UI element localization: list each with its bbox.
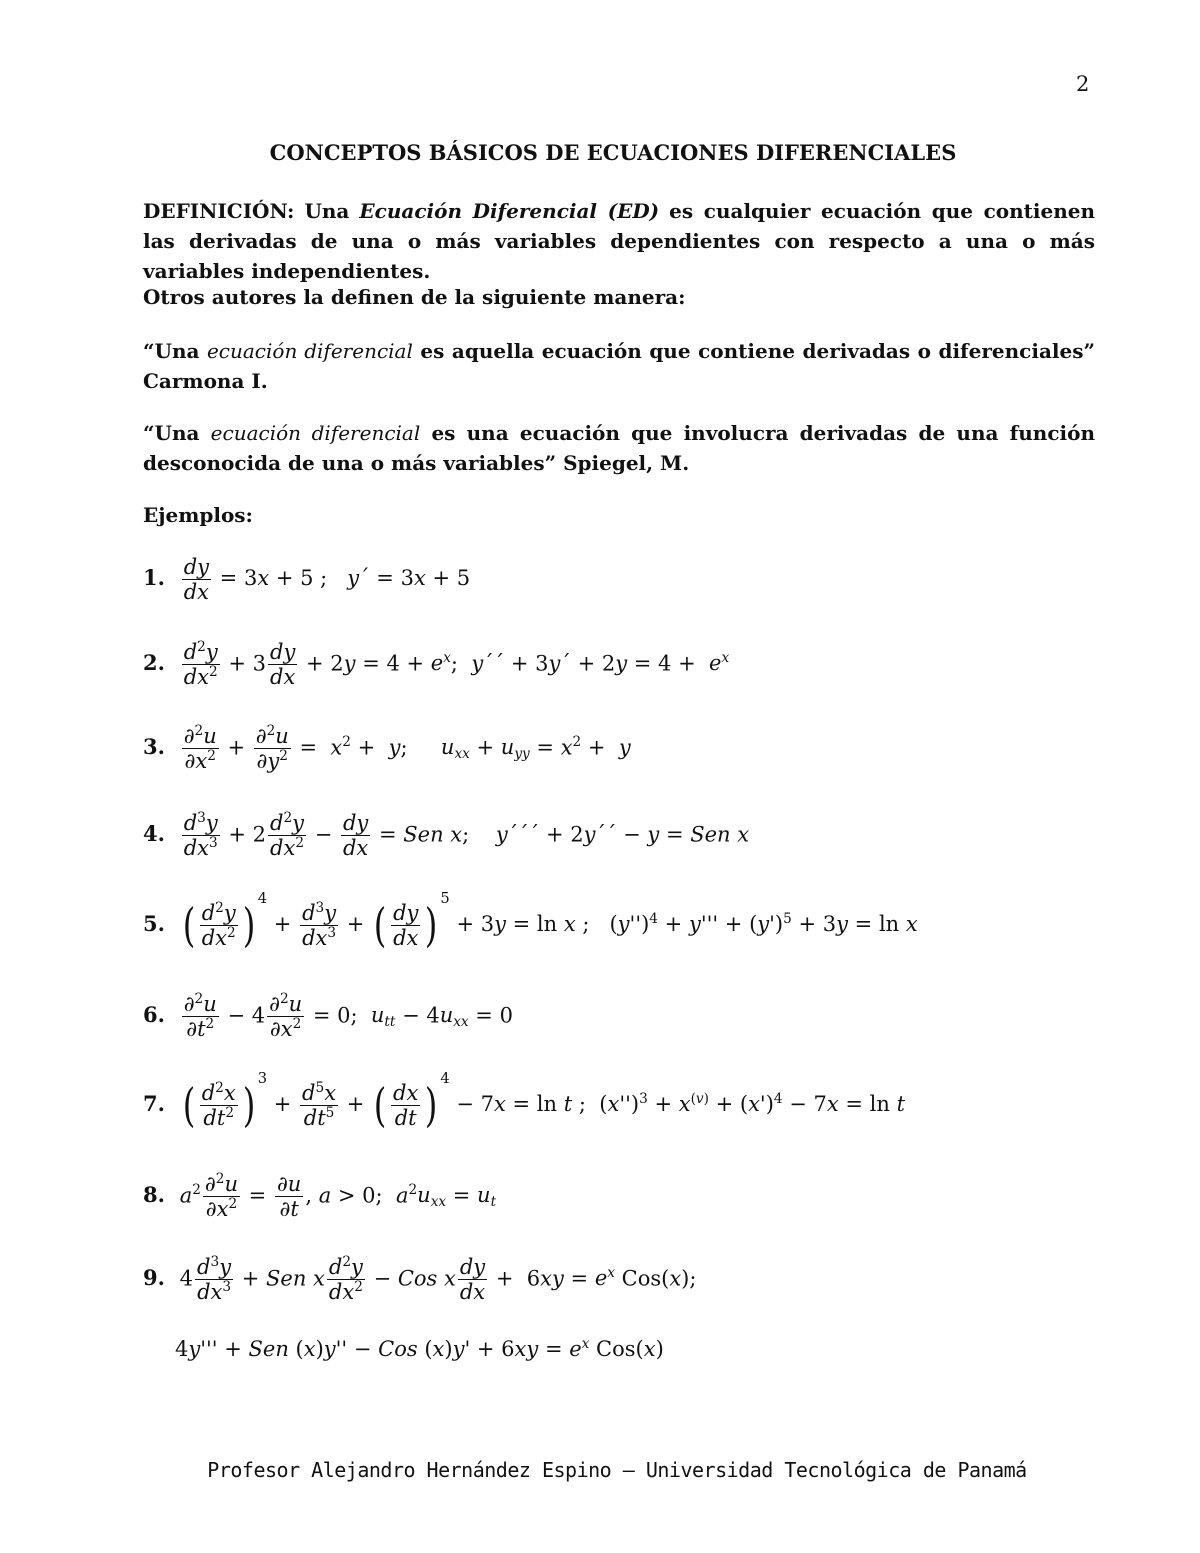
definition-term: Ecuación Diferencial (ED) [359,199,660,223]
example-number: 8. [143,1182,165,1208]
example-number: 3. [143,734,165,760]
quote1-text: es aquella ecuación que contiene derivadas o diferenciales” Carmona I. [143,339,1095,393]
quote1-pre: “Una [143,339,200,363]
definition-text: es cualquier ecuación que contienen las derivadas de una o más variables dependientes con respecto a una o más variables independientes. [143,199,1096,283]
example-2: 2. $\frac{d^2y}{dx^2}$ + 3 $\frac{dy}{dx}$ + $2y = 4 + e^x$; y´´ + 3y´ + $2y = 4 + e^x$ [143,639,730,690]
quote2-term: ecuación diferencial [210,421,421,445]
example-6: 6. $\frac{\partial^2u}{\partial t^2}$ − 4 $\frac{\partial^2u}{\partial x^2}$ = 0; $u_{tt} - 4u_{xx} = 0$ [143,991,513,1042]
quote1-term: ecuación diferencial [206,339,413,363]
example-number: 6. [143,1002,165,1028]
page-title: CONCEPTOS BÁSICOS DE ECUACIONES DIFERENCIALES [269,140,957,165]
example-number: 1. [143,565,165,591]
page-number: 2 [1076,72,1090,96]
definition-paragraph [143,196,1095,286]
example-number: 9. [143,1265,165,1291]
others-intro: Otros autores la definen de la siguiente manera: [143,285,686,309]
page-footer: Profesor Alejandro Hernández Espino – Universidad Tecnológica de Panamá [207,1458,1027,1482]
definition-pre: Una [304,199,350,223]
example-3: 3. $\frac{\partial^2u}{\partial x^2}$ + $\frac{\partial^2u}{\partial y^2}$ = $x^2 + y$; $u_{xx} + u_{yy} = x^2 + y$ [143,723,631,774]
examples-label: Ejemplos: [143,503,253,527]
definition-label: DEFINICIÓN: [143,199,295,223]
example-number: 4. [143,821,165,847]
example-number: 7. [143,1091,165,1116]
quote-spiegel [143,418,1095,478]
example-1: 1. $\frac{dy}{dx}$ = 3x + 5 ; y´ = 3x + 5 [143,555,471,605]
example-9-line-2: 4y''' + Sen (x)y'' − Cos $(x)y' + 6xy = e^x$ Cos(x) [175,1336,664,1362]
example-5: 5. ( $\frac{d^2y}{dx^2}$ ) $^4$ + $\frac{d^3y}{dx^3}$ + ( $\frac{dy}{dx}$ ) $^5$ + 3y = ln x ; $(y'')^4 + y''' + (y')^5 + 3y = \ln x$ [143,890,918,953]
example-8: 8. $a^2$ $\frac{\partial^2u}{\partial x^2}$ = $\frac{\partial u}{\partial t}$ , a > 0; $a^2u_{xx} = u_t$ [143,1171,497,1222]
example-4: 4. $\frac{d^3y}{dx^3}$ + 2 $\frac{d^2y}{dx^2}$ − $\frac{dy}{dx}$ = Sen x; y´´´ + 2y´´ − y = Sen x [143,810,750,861]
example-number: 2. [143,650,165,676]
example-9: 9. 4 $\frac{d^3y}{dx^3}$ + Sen x $\frac{d^2y}{dx^2}$ − Cos x $\frac{dy}{dx}$ + $6xy = e^x$ Cos(x); [143,1254,697,1305]
quote2-text: es una ecuación que involucra derivadas de una función desconocida de una o más variables” Spiegel, M. [143,421,1095,475]
quote2-pre: “Una [143,421,200,445]
example-number: 5. [143,911,165,936]
quote-carmona [143,336,1095,396]
example-7: 7. ( $\frac{d^2x}{dt^2}$ ) $^3$ + $\frac{d^5x}{dt^5}$ + ( $\frac{dx}{dt}$ ) $^4$ − 7x = ln t ; $(x'')^3 + x^{(v)} + (x')^4 - 7x = \ln t$ [143,1070,906,1133]
